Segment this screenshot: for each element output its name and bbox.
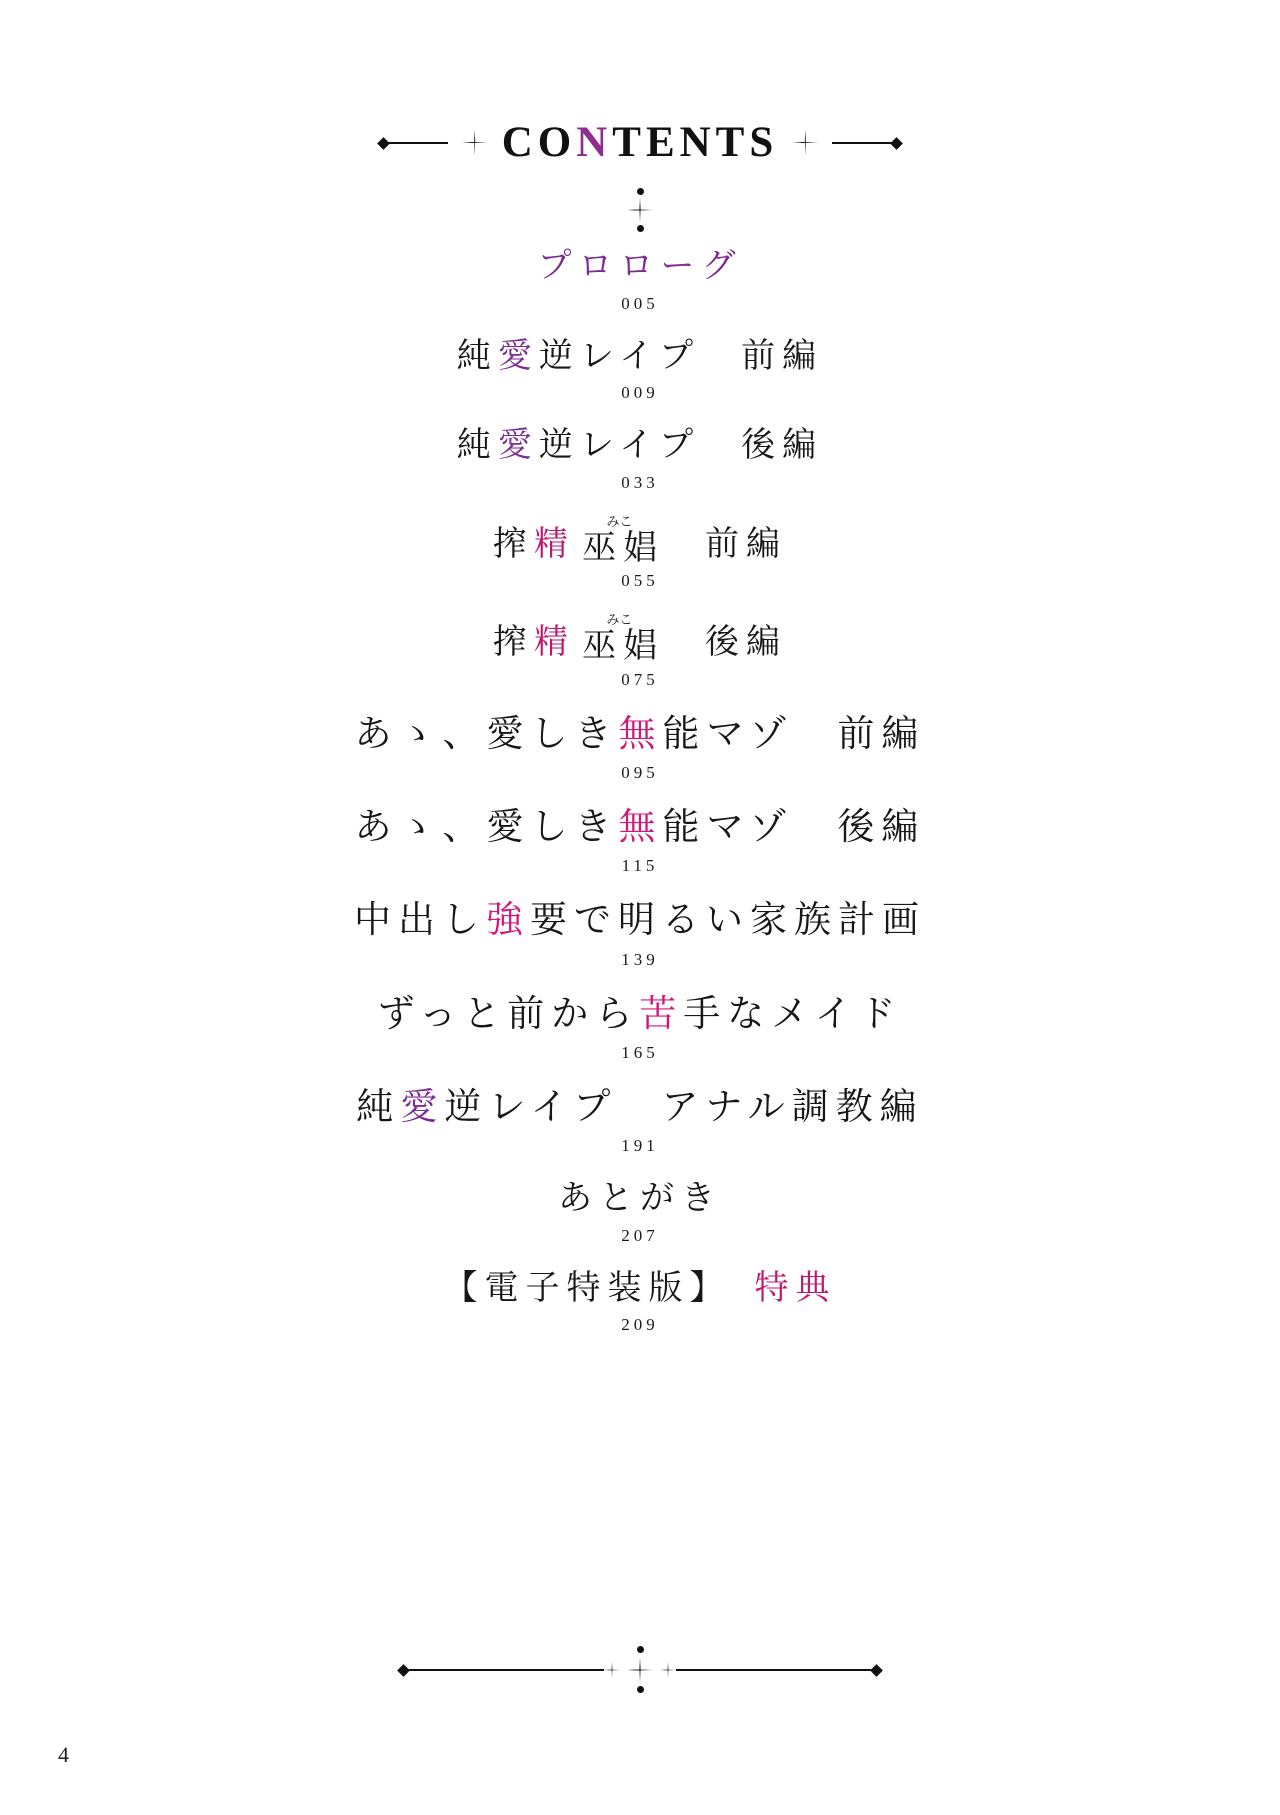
page-title-accent: N	[576, 119, 613, 166]
header-rule-left	[388, 142, 448, 144]
footer-ornament-sparkle-icon	[627, 1658, 653, 1682]
toc-entry-title-segment: 苦	[639, 993, 684, 1035]
footer-ornament-dot-top	[637, 1646, 644, 1653]
footer-ornament	[0, 1640, 1280, 1700]
toc-entry-title	[0, 336, 1280, 379]
toc-entry[interactable]	[0, 336, 1280, 404]
toc-entry-title-segment: 無	[618, 713, 663, 755]
toc-entry-title-segment: ずっと前から	[377, 993, 640, 1035]
contents-header	[0, 118, 1280, 167]
footer-ornament-dot-bottom	[637, 1686, 644, 1693]
footer-sparkle-left-icon	[604, 1662, 620, 1678]
toc-entry-page-number: 075	[621, 669, 659, 689]
toc-entry[interactable]	[0, 515, 1280, 592]
toc-entry-title-segment: 愛	[497, 427, 539, 464]
sparkle-icon-left	[462, 130, 488, 156]
toc-entry[interactable]	[0, 992, 1280, 1063]
toc-entry-page-number: 165	[621, 1042, 659, 1062]
toc-entry-page-number: 191	[621, 1136, 659, 1156]
title-ornament	[0, 188, 1280, 232]
toc-entry-title-segment: あとがき	[558, 1180, 722, 1218]
toc-entry-title-segment: 【電子特装版】	[443, 1269, 755, 1307]
toc-entry-title	[0, 613, 1280, 665]
footer-diamond-ornament-icon	[620, 1640, 660, 1700]
toc-entry-title-segment: あゝ、愛しき	[354, 713, 619, 755]
toc-entry[interactable]	[0, 712, 1280, 783]
toc-entry[interactable]	[0, 1268, 1280, 1336]
header-rule-right	[832, 142, 892, 144]
toc-entry-title	[0, 425, 1280, 468]
toc-entry-title	[0, 992, 1280, 1038]
toc-entry-title-segment: 精	[534, 624, 575, 662]
toc-entry[interactable]	[0, 246, 1280, 314]
toc-entry-title	[0, 246, 1280, 289]
toc-entry-title-segment: 搾	[493, 525, 534, 563]
toc-entry-title	[0, 712, 1280, 758]
toc-entry-title-segment: 能マゾ 後編	[662, 807, 926, 849]
toc-entry[interactable]	[0, 613, 1280, 690]
sparkle-icon-right	[792, 130, 818, 156]
toc-entry-title-segment: 逆レイプ アナル調教編	[444, 1086, 924, 1128]
toc-entry-title-segment: 愛	[497, 337, 539, 375]
diamond-ornament-icon	[600, 188, 680, 232]
toc-entry-title-segment: 精	[534, 525, 575, 563]
toc-entry[interactable]	[0, 805, 1280, 876]
toc-entry-title	[0, 1268, 1280, 1311]
toc-entry-title-segment: 無	[618, 807, 663, 849]
toc-entry-title-ruby: みこ	[606, 612, 633, 628]
ornament-dot-bottom	[637, 225, 644, 232]
toc-entry-page-number: 209	[621, 1315, 659, 1335]
toc-entry-title	[0, 1178, 1280, 1221]
toc-entry[interactable]	[0, 425, 1280, 493]
footer-rule-right	[676, 1669, 872, 1671]
toc-entry[interactable]	[0, 1178, 1280, 1246]
toc-entry-title-segment: 搾	[493, 624, 534, 662]
toc-entry-title-segment: 純	[456, 337, 498, 375]
toc-entry-title-segment: 純	[356, 1086, 401, 1128]
toc-entry-title-ruby: みこ	[606, 513, 633, 529]
toc-entry-title-segment: プロローグ	[537, 248, 743, 285]
toc-entry-title-segment: 巫娼	[582, 628, 664, 666]
footer-sparkle-right-icon	[660, 1662, 676, 1678]
toc-entry-title	[0, 515, 1280, 567]
toc-entry-title-segment: 逆レイプ 後編	[538, 427, 824, 464]
toc-entry-page-number: 033	[621, 472, 659, 492]
toc-entry-title	[0, 898, 1280, 944]
toc-entry-page-number: 207	[621, 1225, 659, 1245]
toc-entry-title	[0, 805, 1280, 851]
toc-entry-title-segment: 後編	[664, 624, 787, 662]
toc-entry-title-segment: 手なメイド	[683, 993, 903, 1035]
toc-entry-page-number: 055	[621, 571, 659, 591]
toc-entry-title-segment: 中出し	[354, 900, 486, 942]
toc-entry-title-segment: 強	[486, 900, 530, 942]
toc-entry-title-segment: 純	[456, 427, 498, 464]
toc-entry-title-segment: 巫娼	[582, 529, 664, 567]
toc-entry-title-segment: 愛	[400, 1086, 445, 1128]
toc-entry-title	[0, 1085, 1280, 1131]
toc-entry-title-ruby-group	[575, 515, 664, 567]
page-title-prefix: CO	[501, 119, 577, 166]
toc-entry[interactable]	[0, 1085, 1280, 1156]
page-number: 4	[58, 1742, 69, 1767]
toc-entry[interactable]	[0, 898, 1280, 969]
page-title	[502, 118, 779, 167]
ornament-sparkle-icon	[627, 198, 653, 222]
toc-entry-page-number: 005	[621, 293, 659, 313]
toc-entry-page-number: 139	[621, 949, 659, 969]
toc-entry-title-segment: あゝ、愛しき	[354, 807, 619, 849]
footer-rule-left	[408, 1669, 604, 1671]
page-title-suffix: TENTS	[612, 119, 779, 166]
toc-entry-title-segment: 能マゾ 前編	[662, 713, 926, 755]
ornament-dot-top	[637, 188, 644, 195]
toc-list	[0, 246, 1280, 1357]
toc-entry-page-number: 009	[621, 383, 659, 402]
toc-entry-page-number: 115	[621, 856, 659, 876]
toc-entry-title-segment: 前編	[664, 525, 787, 563]
toc-entry-title-ruby-group	[575, 613, 664, 665]
toc-entry-title-segment: 特典	[754, 1269, 837, 1307]
toc-entry-page-number: 095	[621, 763, 659, 783]
toc-entry-title-segment: 要で明るい家族計画	[530, 900, 926, 942]
toc-entry-title-segment: 逆レイプ 前編	[538, 337, 824, 375]
